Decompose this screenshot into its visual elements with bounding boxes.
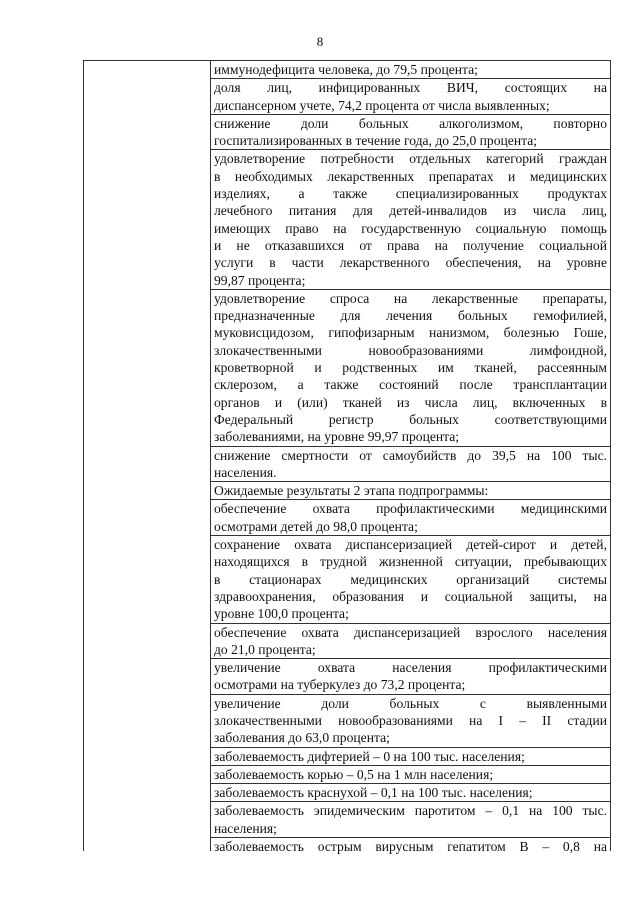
- result-item-line: предназначенные для лечения больных гемофилией,: [214, 308, 607, 324]
- result-item-line: заболеваемость эпидемическим паротитом – 0,1 на 100 тыс.: [214, 803, 607, 819]
- result-item: [211, 838, 610, 855]
- result-item: [211, 61, 610, 79]
- result-item-line: Федеральный регистр больных соответствующими: [214, 411, 607, 427]
- result-item-line: населения.: [214, 464, 277, 480]
- result-item-line: имеющих право на государственную социальную помощь: [214, 220, 607, 236]
- result-item: [211, 150, 610, 289]
- result-item: [211, 290, 610, 447]
- result-item-line: сохранение охвата диспансеризацией детей-сирот и детей,: [214, 537, 607, 553]
- result-item-line: здравоохранения, образования и социальной защиты, на: [214, 588, 607, 604]
- result-item-line: удовлетворение спроса на лекарственные препараты,: [214, 290, 607, 306]
- result-item-line: снижение смертности от самоубийств до 39,5 на 100 тыс.: [214, 447, 607, 463]
- result-item-line: муковисцидозом, гипофизарным нанизмом, болезнью Гоше,: [214, 325, 607, 341]
- result-item: [211, 748, 610, 766]
- subprogram-results-table: [83, 60, 611, 855]
- result-item-line: злокачественными новообразованиями на I – II стадии: [214, 712, 607, 728]
- result-item: [211, 79, 610, 115]
- result-item-line: кроветворной и родственных им тканей, рассеянным: [214, 360, 607, 376]
- result-item-line: доля лиц, инфицированных ВИЧ, состоящих на: [214, 80, 607, 96]
- result-item: [211, 659, 610, 695]
- result-item-line: уровне 100,0 процента;: [214, 606, 349, 622]
- result-item-line: заболеваниями, на уровне 99,97 процента;: [214, 429, 460, 445]
- result-item-line: осмотрами детей до 98,0 процента;: [214, 518, 418, 534]
- table-left-column: [84, 61, 211, 851]
- result-item-line: изделиях, а также специализированных продуктах: [214, 186, 607, 202]
- table-right-column: [211, 61, 610, 855]
- result-item: [211, 447, 610, 483]
- result-item-line: в необходимых лекарственных препаратах и медицинских: [214, 168, 607, 184]
- result-item: [211, 766, 610, 784]
- result-item-line: заболеваемость острым вирусным гепатитом В – 0,8 на: [214, 839, 607, 855]
- result-item-line: находящихся в трудной жизненной ситуации, пребывающих: [214, 554, 607, 570]
- result-item: [211, 115, 610, 151]
- result-item-line: склерозом, а также состояний после трансплантации: [214, 377, 607, 393]
- result-item-line: 99,87 процента;: [214, 272, 306, 288]
- result-item-line: иммунодефицита человека, до 79,5 процента;: [214, 62, 478, 77]
- result-item: [211, 624, 610, 660]
- result-item-line: до 21,0 процента;: [214, 641, 316, 657]
- result-item-line: увеличение доли больных с выявленными: [214, 695, 607, 711]
- result-item-line: населения;: [214, 820, 277, 836]
- result-item: [211, 695, 610, 748]
- result-item-line: заболеваемость краснухой – 0,1 на 100 тыс. населения;: [214, 785, 533, 801]
- result-item-line: госпитализированных в течение года, до 25,0 процента;: [214, 133, 538, 149]
- result-item-line: удовлетворение потребности отдельных категорий граждан: [214, 151, 607, 167]
- result-item-line: осмотрами на туберкулез до 73,2 процента;: [214, 677, 466, 693]
- result-item-line: увеличение охвата населения профилактическими: [214, 660, 607, 676]
- result-item: [211, 500, 610, 536]
- result-item-line: злокачественными новообразованиями лимфоидной,: [214, 342, 607, 358]
- result-item-line: в стационарах медицинских организаций системы: [214, 571, 607, 587]
- result-item-line: заболеваемость дифтерией – 0 на 100 тыс. населения;: [214, 748, 525, 764]
- result-item: [211, 482, 610, 500]
- result-item-line: обеспечение охвата профилактическими медицинскими: [214, 501, 607, 517]
- result-item-line: обеспечение охвата диспансеризацией взрослого населения: [214, 624, 607, 640]
- page-number: 8: [316, 34, 324, 49]
- result-item-line: услуги в части лекарственного обеспечения, на уровне: [214, 255, 607, 271]
- result-item-line: снижение доли больных алкоголизмом, повторно: [214, 115, 607, 131]
- result-item: [211, 784, 610, 802]
- result-item-line: лечебного питания для детей-инвалидов из числа лиц,: [214, 203, 607, 219]
- result-item-line: диспансерном учете, 74,2 процента от числа выявленных;: [214, 97, 550, 113]
- result-item-line: заболевания до 63,0 процента;: [214, 730, 390, 746]
- result-item: [211, 802, 610, 838]
- result-item: [211, 536, 610, 623]
- result-item-line: Ожидаемые результаты 2 этапа подпрограммы:: [214, 483, 489, 499]
- result-item-line: и не отказавшихся от права на получение социальной: [214, 237, 607, 253]
- result-item-line: заболеваемость корью – 0,5 на 1 млн населения;: [214, 766, 494, 782]
- result-item-line: органов и (или) тканей из числа лиц, включенных в: [214, 394, 607, 410]
